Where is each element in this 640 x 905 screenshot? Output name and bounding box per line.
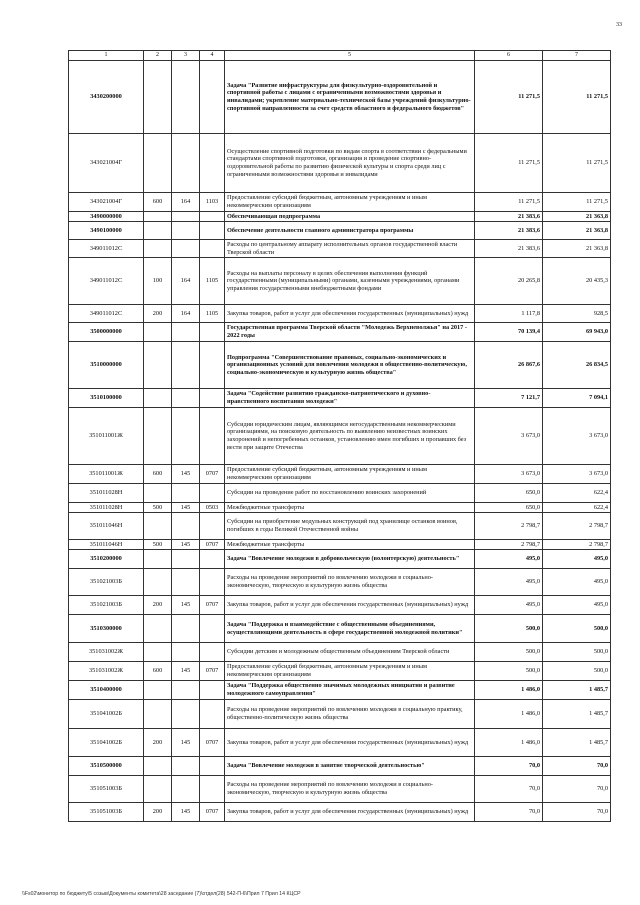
classification-code-cell: 351051003Б xyxy=(69,776,144,803)
amount-executed-cell: 21 363,8 xyxy=(543,222,611,240)
description-cell: Субсидии детским и молодежным общественным объединениям Тверской области xyxy=(225,643,475,662)
admin-code-cell xyxy=(172,323,200,342)
classification-code-cell: 3490100000 xyxy=(69,222,144,240)
table-row xyxy=(69,134,611,193)
admin-code-cell xyxy=(172,212,200,222)
expense-type-cell xyxy=(144,776,172,803)
classification-code-cell: 349011012С xyxy=(69,258,144,305)
description-cell: Расходы по центральному аппарату исполнительных органов государственной власти Тверской области xyxy=(225,240,475,258)
table-row xyxy=(69,776,611,803)
admin-code-cell xyxy=(172,569,200,596)
admin-code-cell: 164 xyxy=(172,258,200,305)
description-cell: Закупка товаров, работ и услуг для обеспечения государственных (муниципальных) нужд xyxy=(225,803,475,822)
expense-type-cell: 100 xyxy=(144,258,172,305)
classification-code-cell: 351021003Б xyxy=(69,596,144,615)
description-cell: Предоставление субсидий бюджетным, автономным учреждениям и иным некоммерческим организациям xyxy=(225,193,475,212)
classification-code-cell: 351011028Н xyxy=(69,484,144,503)
expense-type-cell xyxy=(144,681,172,700)
expense-type-cell xyxy=(144,342,172,389)
admin-code-cell: 145 xyxy=(172,662,200,681)
description-cell: Задача "Поддержка общественно значимых молодежных инициатив и развитие молодежного самоуправления" xyxy=(225,681,475,700)
amount-approved-cell: 495,0 xyxy=(475,550,543,569)
admin-code-cell xyxy=(172,757,200,776)
amount-executed-cell: 500,0 xyxy=(543,662,611,681)
amount-executed-cell: 495,0 xyxy=(543,569,611,596)
description-cell: Задача "Вовлечение молодежи в занятие творческой деятельностью" xyxy=(225,757,475,776)
amount-approved-cell: 650,0 xyxy=(475,484,543,503)
section-code-cell xyxy=(200,222,225,240)
description-cell: Подпрограмма "Совершенствование правовых, социально-экономических и организационных условий для вовлечения молодежи в общественно-политическую, социально-экономическую и культурную жизнь общества" xyxy=(225,342,475,389)
section-code-cell: 0707 xyxy=(200,465,225,484)
header-cell: 6 xyxy=(475,51,543,61)
page-number: 33 xyxy=(616,22,622,28)
classification-code-cell: 351041002Б xyxy=(69,729,144,757)
amount-approved-cell: 500,0 xyxy=(475,643,543,662)
admin-code-cell xyxy=(172,513,200,540)
amount-executed-cell: 21 363,8 xyxy=(543,212,611,222)
description-cell: Обеспечивающая подпрограмма xyxy=(225,212,475,222)
amount-approved-cell: 1 486,0 xyxy=(475,700,543,729)
section-code-cell xyxy=(200,776,225,803)
amount-approved-cell: 495,0 xyxy=(475,569,543,596)
table-row xyxy=(69,61,611,134)
amount-executed-cell: 70,0 xyxy=(543,803,611,822)
table-row xyxy=(69,643,611,662)
amount-executed-cell: 20 435,3 xyxy=(543,258,611,305)
amount-executed-cell: 21 363,8 xyxy=(543,240,611,258)
amount-approved-cell: 500,0 xyxy=(475,662,543,681)
section-code-cell: 1105 xyxy=(200,305,225,323)
expense-type-cell xyxy=(144,569,172,596)
amount-executed-cell: 3 673,0 xyxy=(543,408,611,465)
amount-approved-cell: 3 673,0 xyxy=(475,408,543,465)
classification-code-cell: 349011012С xyxy=(69,240,144,258)
expense-type-cell xyxy=(144,757,172,776)
amount-executed-cell: 2 798,7 xyxy=(543,513,611,540)
admin-code-cell xyxy=(172,222,200,240)
admin-code-cell xyxy=(172,550,200,569)
description-cell: Задача "Развитие инфраструктуры для физкультурно-оздоровительной и спортивной работы с лицами с ограниченными возможностями здоровья и инвалидами; укрепление материально-технической базы учреждений физкультурно-спортивной направленности за счет средств областного и федерального бюджетов" xyxy=(225,61,475,134)
expense-type-cell: 200 xyxy=(144,803,172,822)
table-row xyxy=(69,615,611,643)
table-row xyxy=(69,803,611,822)
description-cell: Межбюджетные трансферты xyxy=(225,540,475,550)
table-row xyxy=(69,389,611,408)
section-code-cell xyxy=(200,323,225,342)
classification-code-cell: 343021004Г xyxy=(69,193,144,212)
classification-code-cell: 3500000000 xyxy=(69,323,144,342)
table-row xyxy=(69,662,611,681)
expense-type-cell xyxy=(144,700,172,729)
table-row xyxy=(69,342,611,389)
amount-approved-cell: 1 117,8 xyxy=(475,305,543,323)
amount-executed-cell: 495,0 xyxy=(543,550,611,569)
admin-code-cell xyxy=(172,776,200,803)
description-cell: Расходы на проведение мероприятий по вовлечению молодежи в социально-экономическую, творческую и культурную жизнь общества xyxy=(225,569,475,596)
table-row xyxy=(69,700,611,729)
table-row xyxy=(69,258,611,305)
classification-code-cell: 351011001Ж xyxy=(69,465,144,484)
admin-code-cell xyxy=(172,342,200,389)
section-code-cell xyxy=(200,700,225,729)
expense-type-cell xyxy=(144,61,172,134)
admin-code-cell: 164 xyxy=(172,305,200,323)
classification-code-cell: 3510000000 xyxy=(69,342,144,389)
section-code-cell: 0707 xyxy=(200,662,225,681)
amount-executed-cell: 7 094,1 xyxy=(543,389,611,408)
amount-approved-cell: 20 265,8 xyxy=(475,258,543,305)
section-code-cell xyxy=(200,212,225,222)
classification-code-cell: 343021004Г xyxy=(69,134,144,193)
admin-code-cell: 164 xyxy=(172,193,200,212)
section-code-cell xyxy=(200,757,225,776)
admin-code-cell xyxy=(172,700,200,729)
table-row xyxy=(69,757,611,776)
description-cell: Предоставление субсидий бюджетным, автономным учреждениям и иным некоммерческим организациям xyxy=(225,465,475,484)
file-path-footer: \\Fs02\монитор по бюджету\5 созыв\Документы комитета\28 заседание (7)\отдел(28) 542-П-6\Прил 7 Прил 14 КЦСР xyxy=(22,891,301,897)
section-code-cell: 1105 xyxy=(200,258,225,305)
classification-code-cell: 3490000000 xyxy=(69,212,144,222)
amount-executed-cell: 69 943,0 xyxy=(543,323,611,342)
section-code-cell xyxy=(200,389,225,408)
amount-approved-cell: 11 271,5 xyxy=(475,193,543,212)
header-cell: 5 xyxy=(225,51,475,61)
table-row xyxy=(69,596,611,615)
table-row xyxy=(69,503,611,513)
admin-code-cell xyxy=(172,408,200,465)
description-cell: Обеспечение деятельности главного администратора программы xyxy=(225,222,475,240)
section-code-cell: 0707 xyxy=(200,803,225,822)
table-row xyxy=(69,465,611,484)
header-cell: 4 xyxy=(200,51,225,61)
classification-code-cell: 351021003Б xyxy=(69,569,144,596)
amount-approved-cell: 21 383,6 xyxy=(475,240,543,258)
amount-executed-cell: 1 485,7 xyxy=(543,681,611,700)
section-code-cell xyxy=(200,513,225,540)
section-code-cell xyxy=(200,681,225,700)
table-row xyxy=(69,222,611,240)
section-code-cell xyxy=(200,550,225,569)
expense-type-cell xyxy=(144,643,172,662)
header-cell: 2 xyxy=(144,51,172,61)
description-cell: Расходы на проведение мероприятий по вовлечению молодежи в социально-экономическую, творческую и культурную жизнь общества xyxy=(225,776,475,803)
amount-approved-cell: 11 271,5 xyxy=(475,61,543,134)
description-cell: Предоставление субсидий бюджетным, автономным учреждениям и иным некоммерческим организациям xyxy=(225,662,475,681)
expense-type-cell xyxy=(144,550,172,569)
description-cell: Субсидии на проведение работ по восстановлению воинских захоронений xyxy=(225,484,475,503)
expense-type-cell: 500 xyxy=(144,503,172,513)
header-cell: 3 xyxy=(172,51,200,61)
budget-table xyxy=(68,50,611,822)
table-row xyxy=(69,408,611,465)
section-code-cell: 0503 xyxy=(200,503,225,513)
section-code-cell: 0707 xyxy=(200,540,225,550)
amount-approved-cell: 21 383,6 xyxy=(475,222,543,240)
section-code-cell xyxy=(200,240,225,258)
section-code-cell xyxy=(200,342,225,389)
classification-code-cell: 3510400000 xyxy=(69,681,144,700)
expense-type-cell xyxy=(144,408,172,465)
table-row xyxy=(69,681,611,700)
table-row xyxy=(69,540,611,550)
admin-code-cell xyxy=(172,240,200,258)
expense-type-cell: 200 xyxy=(144,729,172,757)
expense-type-cell xyxy=(144,134,172,193)
classification-code-cell: 351041002Б xyxy=(69,700,144,729)
classification-code-cell: 351011046Н xyxy=(69,513,144,540)
amount-executed-cell: 1 485,7 xyxy=(543,729,611,757)
classification-code-cell: 3510500000 xyxy=(69,757,144,776)
amount-approved-cell: 1 486,0 xyxy=(475,729,543,757)
amount-executed-cell: 1 485,7 xyxy=(543,700,611,729)
admin-code-cell: 145 xyxy=(172,803,200,822)
expense-type-cell xyxy=(144,513,172,540)
description-cell: Осуществление спортивной подготовки по видам спорта в соответствии с федеральными стандартами спортивной подготовки, организация и проведение спортивно-оздоровительной работы по развитию физической культуры и спорта среди лиц с ограниченными возможностями здоровья и инвалидами xyxy=(225,134,475,193)
amount-approved-cell: 70 139,4 xyxy=(475,323,543,342)
description-cell: Задача "Поддержка и взаимодействие с общественными объединениями, осуществляющими деятельность в сфере государственной молодежной политики" xyxy=(225,615,475,643)
classification-code-cell: 3510300000 xyxy=(69,615,144,643)
table-row xyxy=(69,569,611,596)
section-code-cell xyxy=(200,134,225,193)
amount-executed-cell: 500,0 xyxy=(543,643,611,662)
amount-approved-cell: 70,0 xyxy=(475,803,543,822)
admin-code-cell xyxy=(172,134,200,193)
section-code-cell: 0707 xyxy=(200,596,225,615)
amount-approved-cell: 1 486,0 xyxy=(475,681,543,700)
admin-code-cell xyxy=(172,681,200,700)
section-code-cell xyxy=(200,569,225,596)
amount-approved-cell: 26 867,6 xyxy=(475,342,543,389)
description-cell: Субсидии юридическим лицам, являющимся негосударственными некоммерческими организациями, на поисковую деятельность по выявлению неизвестных воинских захоронений и непогребенных останков, установлению имен погибших и пропавших без вести при защите Отечества xyxy=(225,408,475,465)
expense-type-cell: 200 xyxy=(144,596,172,615)
admin-code-cell: 145 xyxy=(172,540,200,550)
description-cell: Государственная программа Тверской области "Молодежь Верхневолжья" на 2017 - 2022 годы xyxy=(225,323,475,342)
classification-code-cell: 3430200000 xyxy=(69,61,144,134)
amount-approved-cell: 70,0 xyxy=(475,776,543,803)
admin-code-cell: 145 xyxy=(172,596,200,615)
table-row xyxy=(69,212,611,222)
table-row xyxy=(69,305,611,323)
admin-code-cell xyxy=(172,61,200,134)
description-cell: Задача "Содействие развитию гражданско-патриотического и духовно- нравственного воспитания молодежи" xyxy=(225,389,475,408)
section-code-cell xyxy=(200,615,225,643)
description-cell: Закупка товаров, работ и услуг для обеспечения государственных (муниципальных) нужд xyxy=(225,596,475,615)
amount-approved-cell: 70,0 xyxy=(475,757,543,776)
amount-approved-cell: 500,0 xyxy=(475,615,543,643)
description-cell: Субсидии на приобретение модульных конструкций под хранилище останков воинов, погибших в годы Великой Отечественной войны xyxy=(225,513,475,540)
amount-executed-cell: 11 271,5 xyxy=(543,61,611,134)
admin-code-cell xyxy=(172,389,200,408)
amount-approved-cell: 2 798,7 xyxy=(475,513,543,540)
classification-code-cell: 3510200000 xyxy=(69,550,144,569)
amount-approved-cell: 650,0 xyxy=(475,503,543,513)
amount-executed-cell: 622,4 xyxy=(543,484,611,503)
expense-type-cell xyxy=(144,240,172,258)
section-code-cell: 1103 xyxy=(200,193,225,212)
amount-approved-cell: 21 383,6 xyxy=(475,212,543,222)
table-row xyxy=(69,240,611,258)
table-row xyxy=(69,513,611,540)
description-cell: Закупка товаров, работ и услуг для обеспечения государственных (муниципальных) нужд xyxy=(225,729,475,757)
amount-approved-cell: 2 798,7 xyxy=(475,540,543,550)
amount-executed-cell: 11 271,5 xyxy=(543,193,611,212)
description-cell: Задача "Вовлечение молодежи в добровольческую (волонтерскую) деятельность" xyxy=(225,550,475,569)
admin-code-cell xyxy=(172,615,200,643)
header-cell: 7 xyxy=(543,51,611,61)
section-code-cell xyxy=(200,484,225,503)
amount-executed-cell: 70,0 xyxy=(543,757,611,776)
amount-executed-cell: 26 834,5 xyxy=(543,342,611,389)
section-code-cell xyxy=(200,61,225,134)
table-row xyxy=(69,550,611,569)
classification-code-cell: 351011001Ж xyxy=(69,408,144,465)
description-cell: Закупка товаров, работ и услуг для обеспечения государственных (муниципальных) нужд xyxy=(225,305,475,323)
header-cell: 1 xyxy=(69,51,144,61)
expense-type-cell xyxy=(144,222,172,240)
amount-executed-cell: 70,0 xyxy=(543,776,611,803)
classification-code-cell: 351031002Ж xyxy=(69,662,144,681)
description-cell: Межбюджетные трансферты xyxy=(225,503,475,513)
classification-code-cell: 351011028Н xyxy=(69,503,144,513)
section-code-cell: 0707 xyxy=(200,729,225,757)
description-cell: Расходы на выплаты персоналу в целях обеспечения выполнения функций государственными (муниципальными) органами, казенными учреждениями, органами управления государственными внебюджетными фондами xyxy=(225,258,475,305)
expense-type-cell xyxy=(144,323,172,342)
amount-executed-cell: 622,4 xyxy=(543,503,611,513)
admin-code-cell xyxy=(172,643,200,662)
header-row xyxy=(69,51,611,61)
classification-code-cell: 351011046Н xyxy=(69,540,144,550)
admin-code-cell: 145 xyxy=(172,503,200,513)
description-cell: Расходы на проведение мероприятий по вовлечению молодежи в социальную практику, общественно-политическую жизнь общества xyxy=(225,700,475,729)
amount-executed-cell: 495,0 xyxy=(543,596,611,615)
admin-code-cell xyxy=(172,484,200,503)
expense-type-cell: 500 xyxy=(144,540,172,550)
classification-code-cell: 349011012С xyxy=(69,305,144,323)
amount-approved-cell: 3 673,0 xyxy=(475,465,543,484)
admin-code-cell: 145 xyxy=(172,729,200,757)
table-row xyxy=(69,484,611,503)
expense-type-cell xyxy=(144,615,172,643)
amount-executed-cell: 3 673,0 xyxy=(543,465,611,484)
amount-approved-cell: 11 271,5 xyxy=(475,134,543,193)
amount-approved-cell: 495,0 xyxy=(475,596,543,615)
section-code-cell xyxy=(200,408,225,465)
expense-type-cell: 600 xyxy=(144,662,172,681)
expense-type-cell: 200 xyxy=(144,305,172,323)
amount-executed-cell: 928,5 xyxy=(543,305,611,323)
table-row xyxy=(69,729,611,757)
amount-executed-cell: 11 271,5 xyxy=(543,134,611,193)
expense-type-cell: 600 xyxy=(144,193,172,212)
amount-executed-cell: 2 798,7 xyxy=(543,540,611,550)
expense-type-cell xyxy=(144,484,172,503)
expense-type-cell xyxy=(144,389,172,408)
classification-code-cell: 351051003Б xyxy=(69,803,144,822)
expense-type-cell: 600 xyxy=(144,465,172,484)
table-row xyxy=(69,323,611,342)
table-row xyxy=(69,193,611,212)
admin-code-cell: 145 xyxy=(172,465,200,484)
classification-code-cell: 351031002Ж xyxy=(69,643,144,662)
expense-type-cell xyxy=(144,212,172,222)
amount-executed-cell: 500,0 xyxy=(543,615,611,643)
amount-approved-cell: 7 121,7 xyxy=(475,389,543,408)
classification-code-cell: 3510100000 xyxy=(69,389,144,408)
section-code-cell xyxy=(200,643,225,662)
